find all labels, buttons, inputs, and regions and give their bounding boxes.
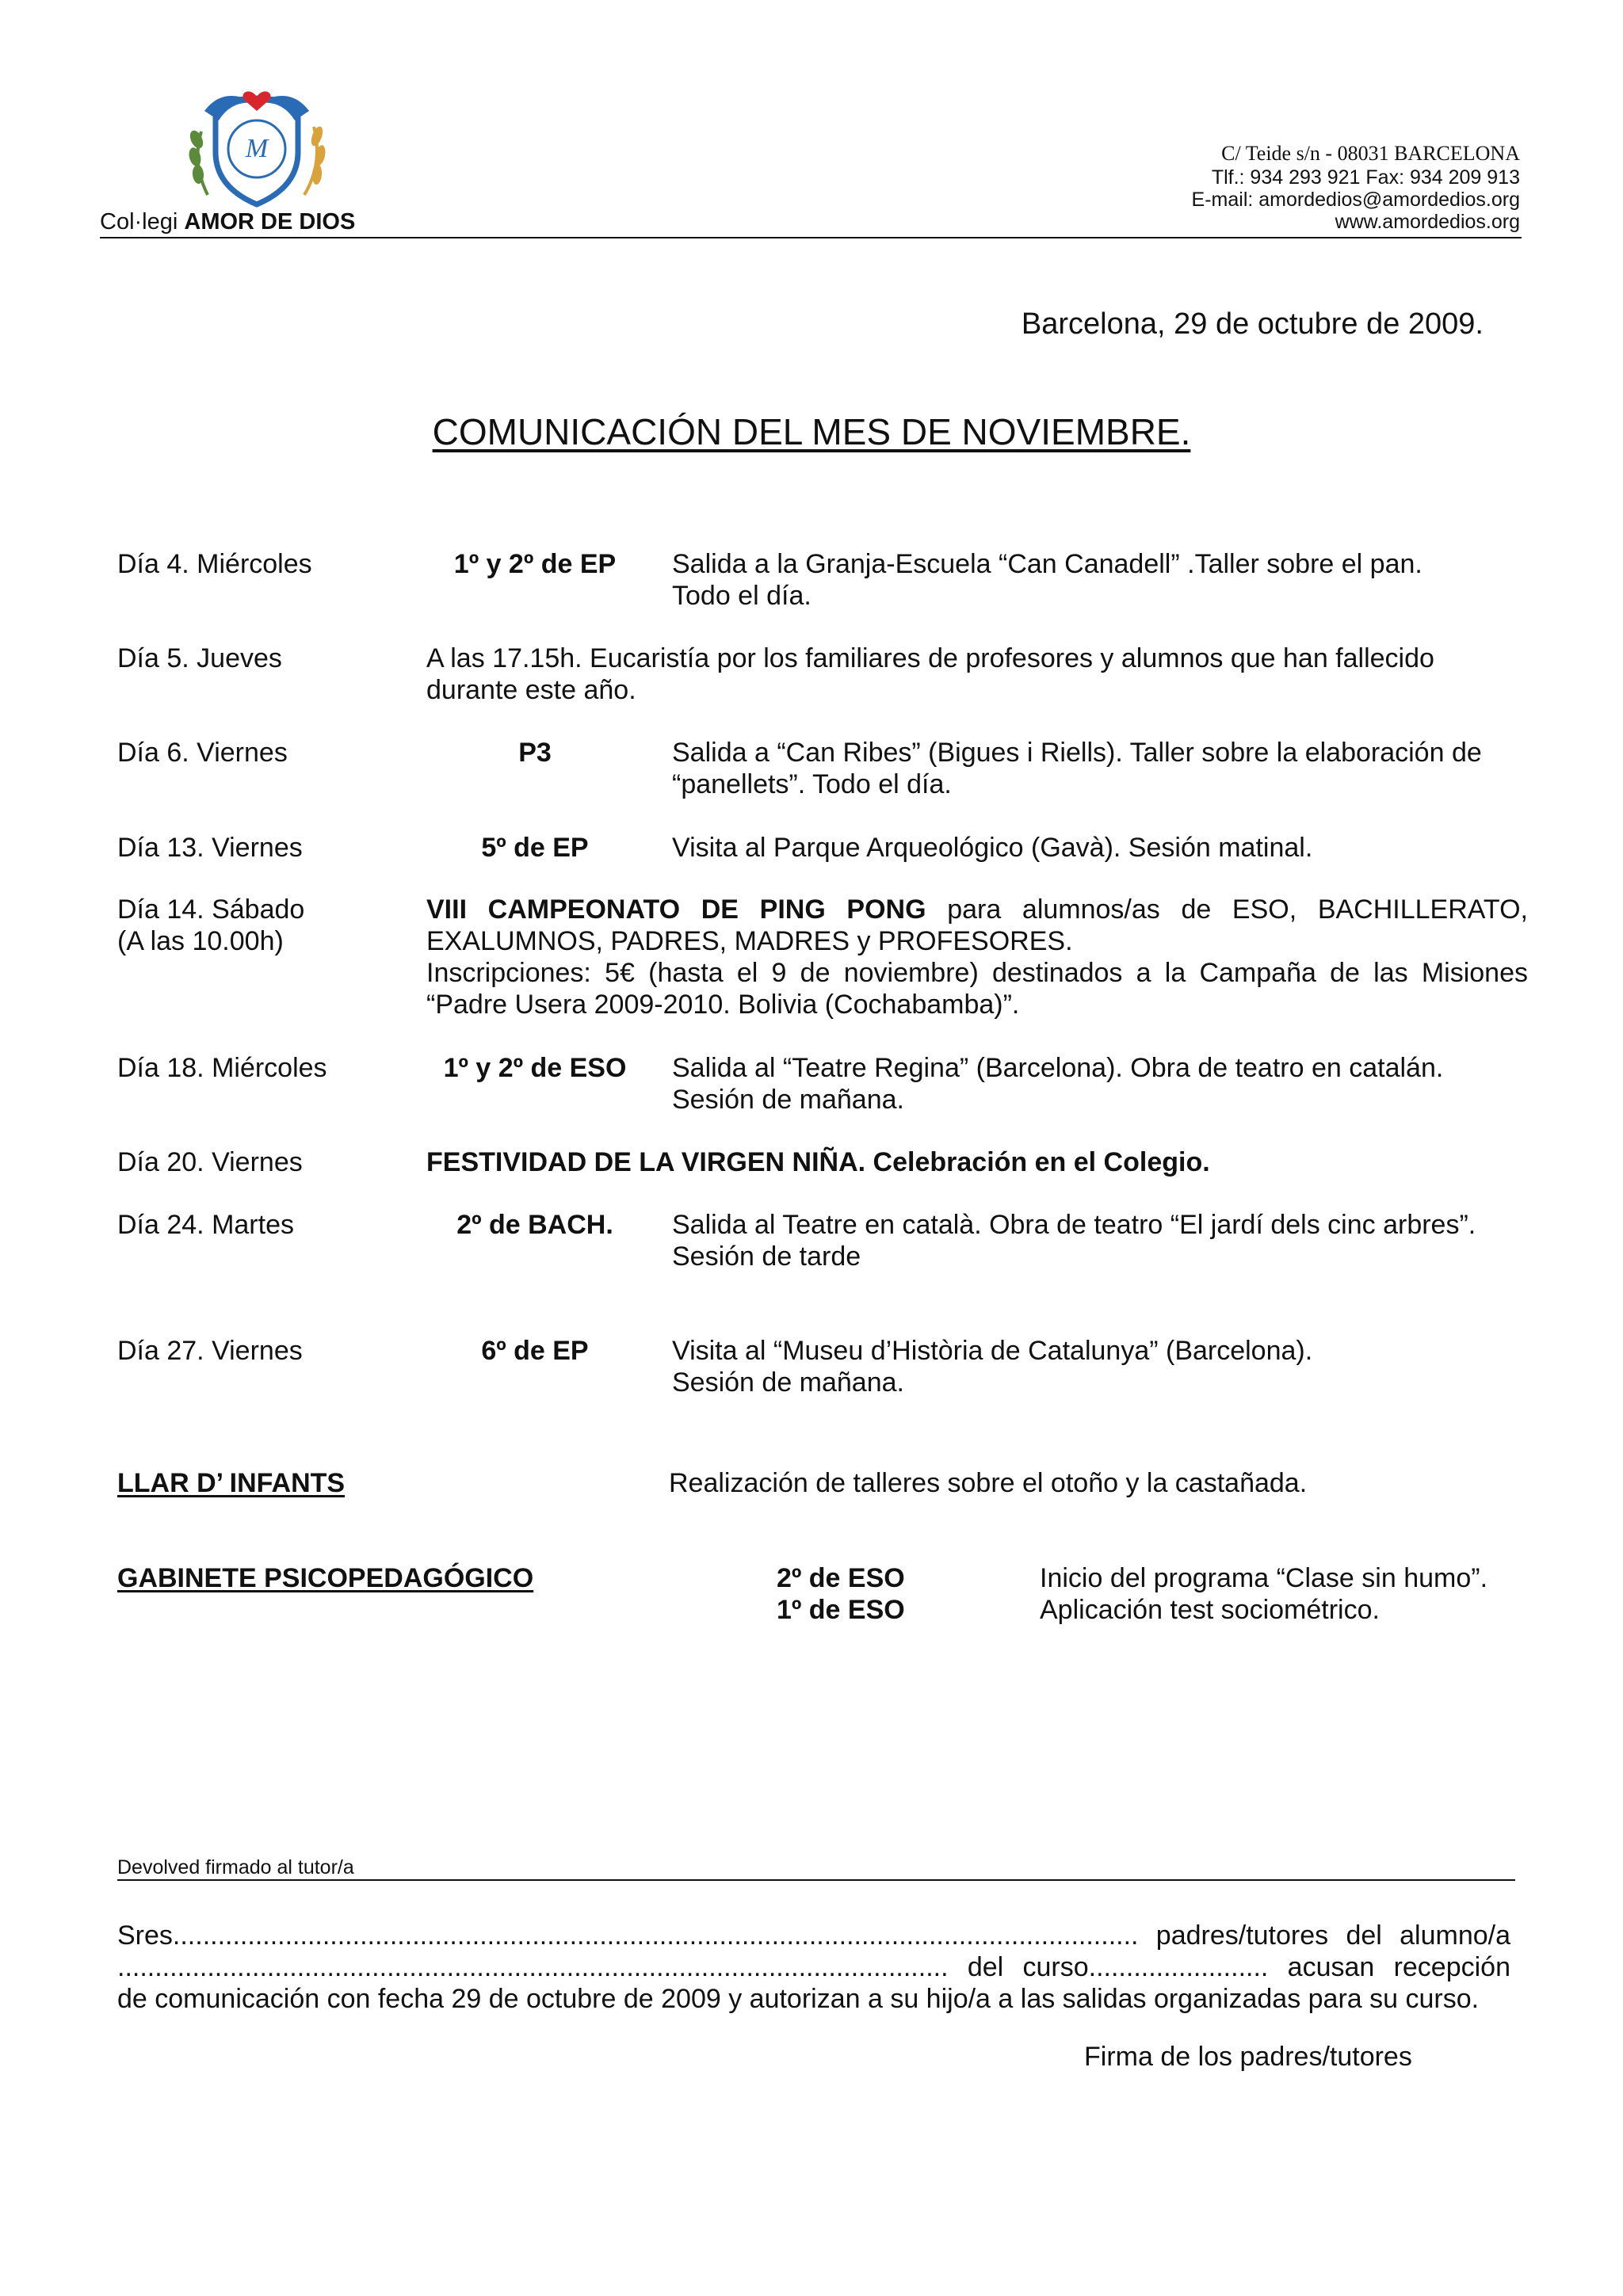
event-line: Sesión de mañana. bbox=[672, 1085, 904, 1115]
event-description bbox=[672, 1052, 1560, 1116]
letter-date: Barcelona, 29 de octubre de 2009. bbox=[1021, 307, 1484, 341]
event-line: Inscripciones: 5€ (hasta el 9 de noviembre) destinados a la Campaña de las Misiones “Padre Usera 2009-2010. Bolivia (Cochabamba)”. bbox=[426, 958, 1528, 1020]
event-line: Salida al “Teatre Regina” (Barcelona). Obra de teatro en catalán. bbox=[672, 1053, 1444, 1083]
event-line: “panellets”. Todo el día. bbox=[672, 769, 952, 799]
event-day: Día 4. Miércoles bbox=[117, 549, 312, 579]
school-phone: Tlf.: 934 293 921 Fax: 934 209 913 bbox=[1211, 166, 1520, 189]
event-group: 1º y 2º de ESO bbox=[443, 1053, 627, 1083]
gabinete-group: 1º de ESO bbox=[777, 1595, 905, 1625]
event-line: Salida a la Granja-Escuela “Can Canadell” .Taller sobre el pan. bbox=[672, 549, 1423, 579]
gabinete-title: GABINETE PSICOPEDAGÓGICO bbox=[117, 1563, 534, 1593]
event-day: Día 6. Viernes bbox=[117, 738, 288, 768]
event-line: Sesión de mañana. bbox=[672, 1367, 904, 1398]
event-day bbox=[117, 894, 304, 957]
event-line: Sesión de tarde bbox=[672, 1241, 861, 1272]
event-day: Día 24. Martes bbox=[117, 1210, 294, 1240]
event-description bbox=[672, 1209, 1560, 1272]
event-line: Salida al Teatre en català. Obra de teatro “El jardí dels cinc arbres”. bbox=[672, 1210, 1476, 1240]
event-description bbox=[672, 737, 1560, 800]
event-description bbox=[426, 894, 1528, 1020]
acknowledgment-line-1 bbox=[117, 1920, 1510, 1951]
school-name: Col·legi AMOR DE DIOS bbox=[100, 209, 356, 235]
course-blank: del curso........................ bbox=[967, 1952, 1269, 1982]
event-group: 1º y 2º de EP bbox=[453, 549, 617, 579]
school-crest-icon bbox=[184, 76, 330, 212]
event-day: Día 20. Viernes bbox=[117, 1147, 303, 1177]
event-line: A las 17.15h. Eucaristía por los familiares de profesores y alumnos que han fallecido bbox=[426, 643, 1434, 673]
event-time: (A las 10.00h) bbox=[117, 926, 284, 956]
event-line: durante este año. bbox=[426, 675, 636, 705]
footer-divider bbox=[117, 1879, 1515, 1881]
gabinete-text: Inicio del programa “Clase sin humo”. bbox=[1040, 1563, 1488, 1593]
event-group: P3 bbox=[518, 738, 552, 768]
svg-text:M: M bbox=[245, 134, 269, 163]
event-line: para alumnos/as de ESO, BACHILLERATO, EXALUMNOS, PADRES, MADRES y PROFESORES. bbox=[426, 894, 1528, 956]
header-divider bbox=[100, 237, 1522, 238]
school-email: E-mail: amordedios@amordedios.org bbox=[1191, 189, 1520, 211]
ack-text: acusan recepción bbox=[1287, 1952, 1511, 1982]
event-line: Salida a “Can Ribes” (Bigues i Riells). Taller sobre la elaboración de bbox=[672, 738, 1482, 768]
event-description bbox=[426, 643, 1528, 706]
event-group: 5º de EP bbox=[481, 833, 589, 863]
event-day: Día 27. Viernes bbox=[117, 1336, 303, 1366]
event-day-label: Día 14. Sábado bbox=[117, 894, 305, 925]
event-description bbox=[672, 1335, 1560, 1398]
event-description bbox=[672, 548, 1560, 612]
event-line: Todo el día. bbox=[672, 581, 812, 611]
event-group: 6º de EP bbox=[481, 1336, 589, 1366]
gabinete-text: Aplicación test sociométrico. bbox=[1040, 1595, 1380, 1625]
event-description bbox=[672, 832, 1560, 864]
event-group: 2º de BACH. bbox=[456, 1210, 613, 1240]
parent-name-blank: Sres................................................................................................................................. bbox=[117, 1920, 1139, 1951]
school-website: www.amordedios.org bbox=[1335, 211, 1520, 233]
event-day: Día 5. Jueves bbox=[117, 643, 282, 673]
event-highlight: VIII CAMPEONATO DE PING PONG bbox=[426, 894, 926, 925]
signature-label: Firma de los padres/tutores bbox=[1084, 2042, 1412, 2072]
document-title: COMUNICACIÓN DEL MES DE NOVIEMBRE. bbox=[432, 411, 1191, 452]
event-day: Día 13. Viernes bbox=[117, 833, 303, 863]
event-description: FESTIVIDAD DE LA VIRGEN NIÑA. Celebración en el Colegio. bbox=[426, 1147, 1210, 1177]
gabinete-group: 2º de ESO bbox=[777, 1563, 905, 1593]
school-address: C/ Teide s/n - 08031 BARCELONA bbox=[1221, 142, 1520, 165]
return-note: Devolved firmado al tutor/a bbox=[117, 1856, 354, 1878]
student-name-blank: ............................................................................................................... bbox=[117, 1952, 949, 1982]
event-line: Visita al “Museu d’Història de Catalunya” (Barcelona). bbox=[672, 1336, 1313, 1366]
event-day: Día 18. Miércoles bbox=[117, 1053, 327, 1083]
llar-title: LLAR D’ INFANTS bbox=[117, 1468, 346, 1498]
acknowledgment-line-2 bbox=[117, 1951, 1510, 1983]
ack-text: padres/tutores del alumno/a bbox=[1155, 1920, 1510, 1951]
llar-text: Realización de talleres sobre el otoño y la castañada. bbox=[669, 1468, 1308, 1498]
acknowledgment-line-3: de comunicación con fecha 29 de octubre de 2009 y autorizan a su hijo/a a las salidas organizadas para su curso. bbox=[117, 1984, 1480, 2014]
event-line: Visita al Parque Arqueológico (Gavà). Sesión matinal. bbox=[672, 833, 1313, 863]
